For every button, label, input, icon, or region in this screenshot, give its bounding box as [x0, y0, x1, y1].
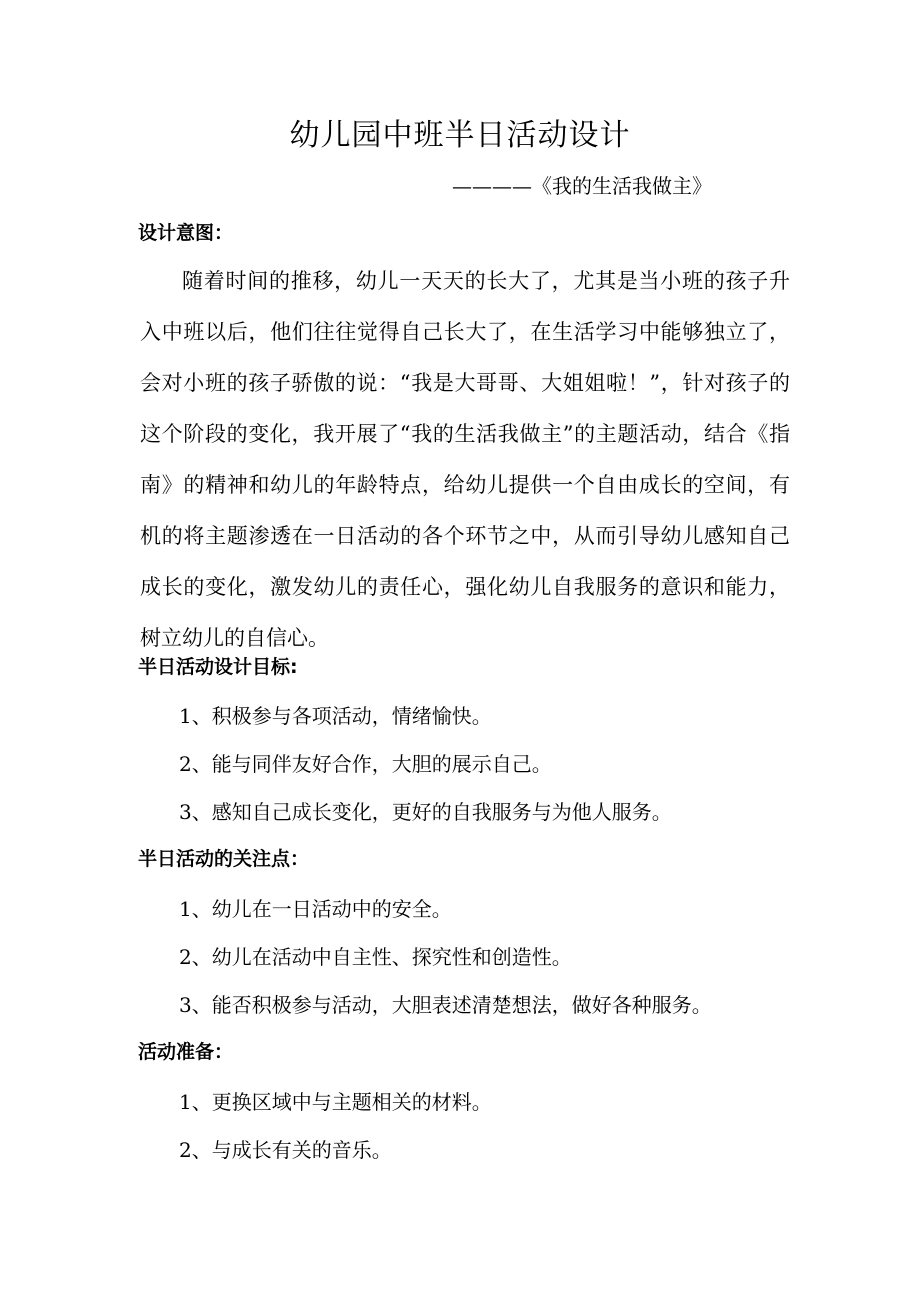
focus-item-1: 1、幼儿在一日活动中的安全。: [179, 897, 452, 921]
goal-item-3: 3、感知自己成长变化，更好的自我服务与为他人服务。: [179, 800, 672, 824]
goal-item-1: 1、积极参与各项活动，情绪愉快。: [179, 704, 492, 728]
document-title: 幼儿园中班半日活动设计: [289, 118, 631, 153]
section-heading-preparation: 活动准备：: [138, 1041, 234, 1063]
preparation-item-2: 2、与成长有关的音乐。: [179, 1138, 392, 1162]
goal-item-2: 2、能与同伴友好合作，大胆的展示自己。: [179, 752, 552, 776]
document-subtitle: ————《我的生活我做主》: [452, 174, 712, 198]
focus-item-3: 3、能否积极参与活动，大胆表述清楚想法，做好各种服务。: [179, 993, 712, 1017]
focus-item-2: 2、幼儿在活动中自主性、探究性和创造性。: [179, 945, 572, 969]
preparation-item-1: 1、更换区域中与主题相关的材料。: [179, 1090, 492, 1114]
section-heading-design-intent: 设计意图：: [138, 222, 234, 244]
design-intent-paragraph: 随着时间的推移，幼儿一天天的长大了，尤其是当小班的孩子升入中班以后，他们往往觉得自己长大了，在生活学习中能够独立了，会对小班的孩子骄傲的说：“我是大哥哥、大姐姐啦！”，针对孩子的这个阶段的变化，我开展了“我的生活我做主”的主题活动，结合《指南》的精神和幼儿的年龄特点，给幼儿提供一个自由成长的空间，有机的将主题渗透在一日活动的各个环节之中，从而引导幼儿感知自己成长的变化，激发幼儿的责任心，强化幼儿自我服务的意识和能力，树立幼儿的自信心。: [140, 269, 790, 650]
section-heading-goals: 半日活动设计目标:: [138, 656, 298, 678]
section-heading-focus-points: 半日活动的关注点：: [138, 848, 310, 870]
